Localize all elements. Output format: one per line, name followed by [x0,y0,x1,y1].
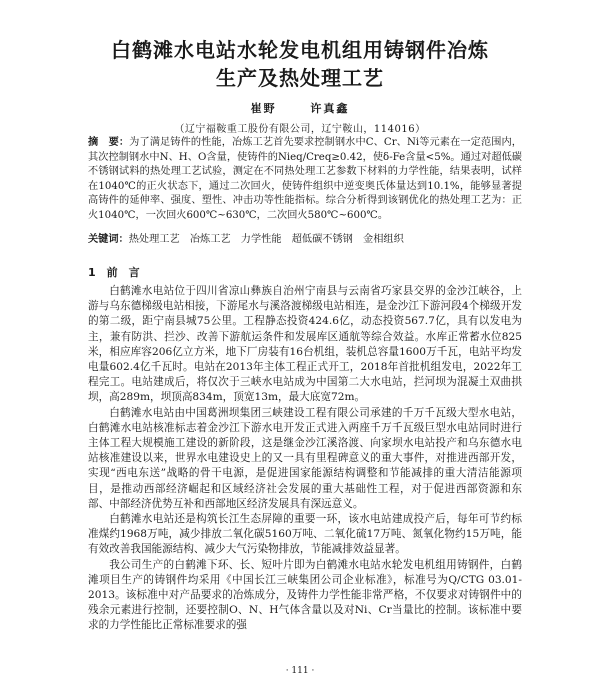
body-paragraph: 白鹤滩水电站还是构筑长江生态屏障的重要一环，该水电站建成投产后，每年可节约标准煤约1968万吨，减少排放二氧化碳5160万吨、二氧化硫17万吨、氮氧化物约15万吨，能有效改善我国能源结构、减少大气污染物排放，节能减排效益显著。 [88,513,522,556]
abstract-text: 为了满足铸件的性能，冶炼工艺首先要求控制钢水中C、Cr、Ni等元素在一定范围内，其次控制钢水中N、H、O含量，使铸件的Nieq/Creq≥0.42，使δ-Fe含量<5%。通过对超低碳不锈钢试料的热处理工艺试验，测定在不同热处理工艺参数下材料的力学性能，结果表明，试样在1040℃的正火状态下，通过二次回火，使铸件组织中逆变奥氏体量达到10.1%，能够显著提高铸件的延伸率、强度、塑性、冲击功等性能指标。综合分析得到该钢优化的热处理工艺为：正火1040℃，一次回火600℃~630℃，二次回火580℃~600℃。 [88,137,522,221]
page-number: · 111 · [285,666,315,676]
keywords [88,233,522,247]
section-heading: 1 前 言 [88,266,140,279]
affiliation: （辽宁福鞍重工股份有限公司，辽宁鞍山，114016） [174,124,426,135]
keywords-text: 热处理工艺 冶炼工艺 力学性能 超低碳不锈钢 金相组织 [128,234,404,245]
abstract-label: 摘 要： [88,137,130,148]
author-name: 许真鑫 [310,102,350,115]
author-list [0,100,600,116]
body-paragraph: 我公司生产的白鹤滩下环、长、短叶片即为白鹤滩水电站水轮发电机组用铸钢件，白鹤滩项目生产的铸钢件均采用《中国长江三峡集团公司企业标准》，标准号为Q/CTG 03.01-2013。该标准中对产品要求的冶炼成分，及铸件力学性能非常严格，不仅要求对铸钢件中的残余元素进行控制，还要控制O、N、H气体含量以及对Ni、Cr当量比的控制。该标准中要求的力学性能比正常标准要求的强 [88,558,522,632]
abstract [88,136,522,224]
body-paragraph: 白鹤滩水电站位于四川省凉山彝族自治州宁南县与云南省巧家县交界的金沙江峡谷，上游与乌东德梯级电站相接，下游尾水与溪洛渡梯级电站相连，是金沙江下游河段4个梯级开发的第二级，距宁南县城75公里。工程静态投资424.6亿，动态投资567.7亿，具有以发电为主，兼有防洪、拦沙、改善下游航运条件和发展库区通航等综合效益。水库正常蓄水位825米，相应库容206亿立方米，地下厂房装有16台机组，装机总容量1600万千瓦，电站平均发电量602.4亿千瓦时。电站在2013年主体工程正式开工，2018年首批机组发电，2022年工程完工。电站建成后，将仅次于三峡水电站成为中国第二大水电站，拦河坝为混凝土双曲拱坝，高289m，坝顶高834m，顶宽13m，最大底宽72m。 [88,285,522,404]
author-name: 崔野 [250,102,277,115]
body-text [88,284,522,634]
body-paragraph: 白鹤滩水电站由中国葛洲坝集团三峡建设工程有限公司承建的千万千瓦级大型水电站，白鹤滩水电站核准标志着金沙江下游水电开发正式进入两座千万千瓦级巨型水电站同时进行主体工程大规模施工建设的新阶段，这是继金沙江溪洛渡、向家坝水电站投产和乌东德水电站核准建设以来，世界水电建设史上的又一具有里程碑意义的重大事件，对推进西部开发，实现“西电东送”战略的骨干电源，是促进国家能源结构调整和节能减排的重大清洁能源项目，是推动西部经济崛起和区域经济社会发展的重大基础性工程，对于促进西部资源和东部、中部经济优势互补和西部地区经济发展具有深远意义。 [88,406,522,510]
title-line-2: 生产及热处理工艺 [216,66,384,90]
title-line-1: 白鹤滩水电站水轮发电机组用铸钢件冶炼 [111,38,489,62]
keywords-label: 关键词： [88,234,129,245]
